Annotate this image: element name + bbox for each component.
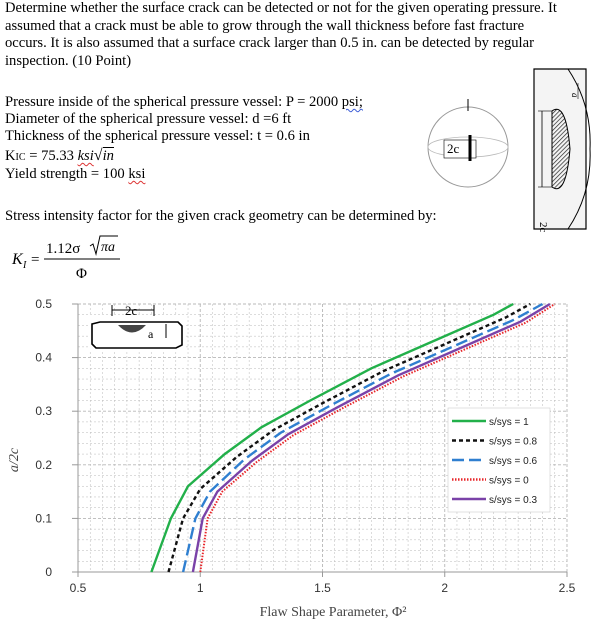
y-tick-label: 0.1 — [35, 511, 52, 526]
kic-line — [5, 147, 114, 166]
flaw-shape-chart — [0, 290, 599, 621]
y-tick-label: 0.3 — [35, 404, 52, 419]
formula-lhs-sub: I — [23, 260, 27, 271]
y-axis-label: a/2c — [7, 447, 22, 473]
sphere-label: 2c — [447, 141, 460, 156]
x-tick-label: 1 — [196, 581, 204, 595]
legend-label: s/sys = 0.3 — [489, 495, 538, 506]
diameter-line: Diameter of the spherical pressure vessel: d =6 ft — [5, 111, 292, 127]
x-tick-label: 1.5 — [314, 581, 331, 595]
x-axis-label: Flaw Shape Parameter, Φ² — [259, 605, 407, 620]
legend-label: s/sys = 0 — [489, 475, 529, 487]
kic-value: = 75.33 — [25, 148, 78, 164]
crack-inset — [88, 303, 186, 350]
pressure-label: Pressure inside of the spherical pressure vessel: P = 2000 — [5, 94, 342, 110]
legend-label: s/sys = 0.8 — [489, 436, 538, 448]
kic-unit: ksi — [77, 148, 94, 164]
formula-root: πa — [101, 240, 116, 255]
legend-label: s/sys = 1 — [489, 417, 529, 428]
y-tick-label: 0 — [45, 565, 52, 579]
yield-unit: ksi — [128, 166, 146, 182]
thickness-line: Thickness of the spherical pressure vessel: t = 0.6 in — [5, 128, 310, 144]
sif-text: Stress intensity factor for the given crack geometry can be determined by: — [5, 208, 437, 224]
problem-intro: Determine whether the surface crack can be detected or not for the given operating pressure. It assumed that a crack must be able to grow through the wall thickness before fast fracture occurs. It is also assumed that a surface crack larger than 0.5 in. can be detected by regular inspection. (10 Point) — [5, 0, 557, 69]
sqrt-icon: √ — [93, 147, 103, 164]
formula-eq: = — [31, 252, 40, 268]
formula-denominator: Φ — [76, 266, 87, 282]
x-tick-label: 2.5 — [558, 581, 576, 595]
inset-label-a: a — [148, 327, 154, 341]
pressure-line — [5, 94, 363, 111]
inset-label-2c: 2c — [125, 303, 138, 318]
chart-legend — [448, 408, 550, 512]
yield-label: Yield strength = 100 — [5, 166, 129, 182]
formula-numerator: 1.12σ — [46, 241, 81, 257]
y-tick-label: 0.5 — [35, 297, 52, 311]
y-tick-label: 0.4 — [35, 350, 52, 365]
plate-label-2c: 2c — [537, 222, 549, 233]
y-tick-label: 0.2 — [35, 457, 52, 472]
x-tick-label: 2 — [441, 581, 449, 595]
stress-intensity-formula — [8, 232, 138, 288]
legend-label: s/sys = 0.6 — [489, 456, 538, 467]
sphere-sketch — [418, 95, 518, 195]
yield-line — [5, 166, 145, 183]
x-tick-label: 0.5 — [69, 581, 87, 595]
formula-lhs: K — [12, 251, 23, 268]
kic-root: in — [102, 148, 114, 164]
kic-label: K — [5, 148, 16, 164]
plate-crack-sketch — [520, 65, 595, 235]
plate-label-a: a — [570, 93, 580, 98]
pressure-unit: psi; — [341, 94, 363, 110]
kic-sub: IC — [15, 152, 26, 163]
